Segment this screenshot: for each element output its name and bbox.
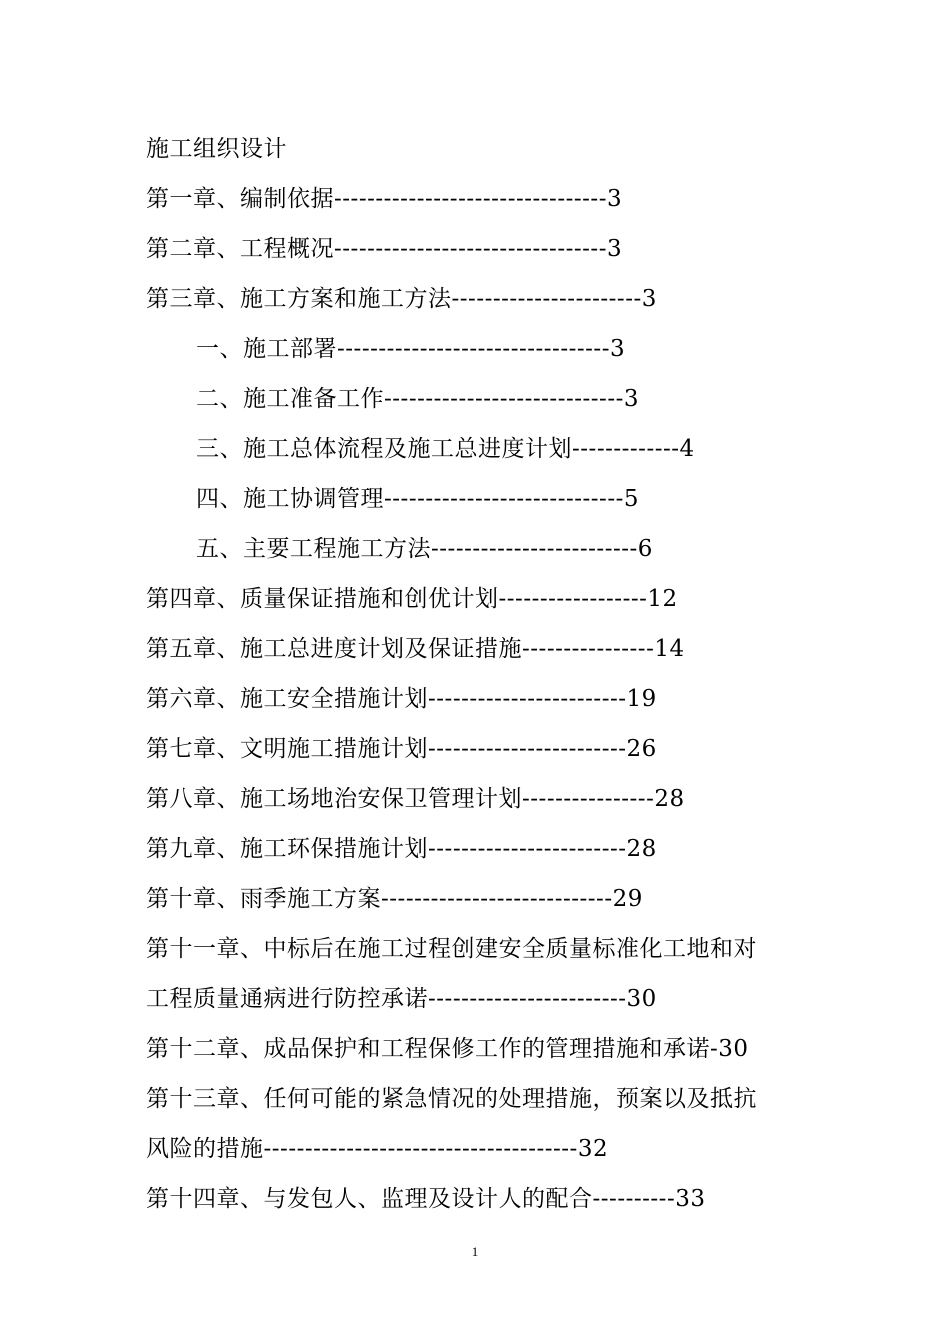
toc-subitem: 一、施工部署---------------------------------3: [196, 336, 626, 362]
toc-item: 第二章、工程概况---------------------------------3: [146, 236, 623, 262]
toc-subitem: 五、主要工程施工方法-------------------------6: [196, 536, 653, 562]
toc-item: 第六章、施工安全措施计划------------------------19: [146, 686, 657, 712]
toc-item: 第十章、雨季施工方案----------------------------29: [146, 886, 643, 912]
toc-item: 第五章、施工总进度计划及保证措施----------------14: [146, 636, 685, 662]
toc-item: 第七章、文明施工措施计划------------------------26: [146, 736, 657, 762]
toc-subitem: 三、施工总体流程及施工总进度计划-------------4: [196, 436, 695, 462]
toc-item: 第十二章、成品保护和工程保修工作的管理措施和承诺-30: [146, 1036, 749, 1062]
page-number: 1: [471, 1244, 479, 1259]
toc-item: 第八章、施工场地治安保卫管理计划----------------28: [146, 786, 685, 812]
toc-item: 第九章、施工环保措施计划------------------------28: [146, 836, 657, 862]
toc-subitem: 二、施工准备工作-----------------------------3: [196, 386, 640, 412]
document-title: 施工组织设计: [146, 136, 287, 162]
toc-item: 第十四章、与发包人、监理及设计人的配合----------33: [146, 1186, 706, 1212]
toc-item: 第十三章、任何可能的紧急情况的处理措施，预案以及抵抗: [146, 1086, 757, 1112]
toc-item: 第十一章、中标后在施工过程创建安全质量标准化工地和对: [146, 936, 757, 962]
toc-subitem: 四、施工协调管理-----------------------------5: [196, 486, 640, 512]
toc-item: 第四章、质量保证措施和创优计划------------------12: [146, 586, 678, 612]
toc-item-continuation: 工程质量通病进行防控承诺------------------------30: [146, 986, 657, 1012]
table-of-contents: [146, 124, 810, 1224]
toc-item: 第三章、施工方案和施工方法-----------------------3: [146, 286, 657, 312]
toc-item: 第一章、编制依据---------------------------------3: [146, 186, 623, 212]
toc-item-continuation: 风险的措施--------------------------------------32: [146, 1136, 609, 1162]
